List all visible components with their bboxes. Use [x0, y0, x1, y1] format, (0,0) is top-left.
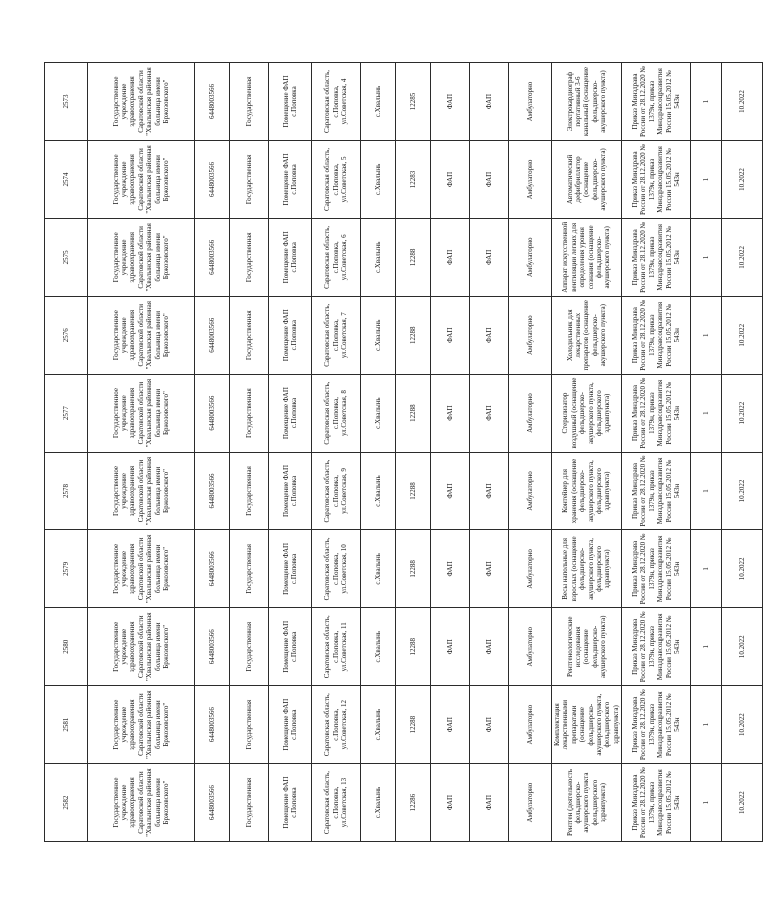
address-cell: Саратовская область, с.Поповка, ул.Советская, 8	[312, 374, 361, 452]
address-cell: Саратовская область, с.Поповка, ул.Советская, 10	[312, 530, 361, 608]
date-cell: 10.2022	[722, 530, 763, 608]
equipment-profile-cell: Электрокардиограф портативный 3-6 канальный (оснащение фельдшерско-акушерского пункта)	[552, 63, 622, 141]
kind-cell: ФАП	[470, 374, 509, 452]
locality-cell: с.Хвалынь	[361, 218, 396, 296]
type-cell: ФАП	[431, 296, 470, 374]
table-row	[230, 63, 269, 842]
inn-cell: 6448003566	[195, 686, 230, 764]
record-number-cell: 2580	[45, 608, 88, 686]
care-form-cell: Амбулаторно	[509, 686, 552, 764]
code-cell: 12285	[396, 63, 431, 141]
table-row	[312, 63, 361, 842]
type-cell: ФАП	[431, 686, 470, 764]
inn-cell: 6448003566	[195, 63, 230, 141]
regulation-cell: Приказ Минздрава России от 28.12.2020 № 1379н, приказ Минздравсоцразвития России 15.05.2012 № 543н	[622, 218, 691, 296]
ownership-cell: Государственная	[230, 530, 269, 608]
premises-cell: Помещение ФАП с.Поповка	[269, 764, 312, 842]
table-row	[431, 63, 470, 842]
care-form-cell: Амбулаторно	[509, 63, 552, 141]
care-form-cell: Амбулаторно	[509, 296, 552, 374]
equipment-profile-cell: Контейнер для хранения (оснащение фельдшерско-акушерского пункта, фельдшерского здравпункта)	[552, 452, 622, 530]
type-cell: ФАП	[431, 530, 470, 608]
record-number-cell: 2579	[45, 530, 88, 608]
record-number-cell: 2581	[45, 686, 88, 764]
date-cell: 10.2022	[722, 452, 763, 530]
date-cell: 10.2022	[722, 218, 763, 296]
inn-cell: 6448003566	[195, 452, 230, 530]
premises-cell: Помещение ФАП с.Поповка	[269, 296, 312, 374]
locality-cell: с.Хвалынь	[361, 764, 396, 842]
premises-cell: Помещение ФАП с.Поповка	[269, 63, 312, 141]
organization-cell: Государственное учреждение здравоохранения Саратовской области "Хвалынская районная больница имени Бржозовского"	[88, 608, 195, 686]
regulation-cell: Приказ Минздрава России от 28.12.2020 № 1379н, приказ Минздравсоцразвития России 15.05.2012 № 543н	[622, 764, 691, 842]
date-cell: 10.2022	[722, 686, 763, 764]
address-cell: Саратовская область, с.Поповка, ул.Советская, 7	[312, 296, 361, 374]
ownership-cell: Государственная	[230, 608, 269, 686]
code-cell: 12288	[396, 296, 431, 374]
care-form-cell: Амбулаторно	[509, 452, 552, 530]
ownership-cell: Государственная	[230, 686, 269, 764]
equipment-profile-cell: Рентгенологические исследования (оснащение фельдшерско-акушерского пункта)	[552, 608, 622, 686]
code-cell: 12288	[396, 452, 431, 530]
code-cell: 12288	[396, 218, 431, 296]
organization-cell: Государственное учреждение здравоохранения Саратовской области "Хвалынская районная больница имени Бржозовского"	[88, 452, 195, 530]
quantity-cell: 1	[691, 140, 722, 218]
equipment-profile-cell: Автоматический дефибриллятор (оснащение фельдшерско-акушерского пункта)	[552, 140, 622, 218]
regulation-cell: Приказ Минздрава России от 28.12.2020 № 1379н, приказ Минздравсоцразвития России 15.05.2012 № 543н	[622, 530, 691, 608]
table-row	[396, 63, 431, 842]
inn-cell: 6448003566	[195, 374, 230, 452]
address-cell: Саратовская область, с.Поповка, ул.Советская, 5	[312, 140, 361, 218]
quantity-cell: 1	[691, 764, 722, 842]
kind-cell: ФАП	[470, 608, 509, 686]
locality-cell: с.Хвалынь	[361, 296, 396, 374]
rotated-table-container	[44, 62, 747, 842]
care-form-cell: Амбулаторно	[509, 374, 552, 452]
organization-cell: Государственное учреждение здравоохранения Саратовской области "Хвалынская районная больница имени Бржозовского"	[88, 140, 195, 218]
date-cell: 10.2022	[722, 608, 763, 686]
locality-cell: с.Хвалынь	[361, 63, 396, 141]
inn-cell: 6448003566	[195, 530, 230, 608]
organization-cell: Государственное учреждение здравоохранения Саратовской области "Хвалынская районная больница имени Бржозовского"	[88, 764, 195, 842]
locality-cell: с.Хвалынь	[361, 530, 396, 608]
table-row	[195, 63, 230, 842]
table-row	[88, 63, 195, 842]
organization-cell: Государственное учреждение здравоохранения Саратовской области "Хвалынская районная больница имени Бржозовского"	[88, 63, 195, 141]
type-cell: ФАП	[431, 140, 470, 218]
type-cell: ФАП	[431, 218, 470, 296]
kind-cell: ФАП	[470, 63, 509, 141]
locality-cell: с.Хвалынь	[361, 452, 396, 530]
organization-cell: Государственное учреждение здравоохранения Саратовской области "Хвалынская районная больница имени Бржозовского"	[88, 296, 195, 374]
table-row	[691, 63, 722, 842]
inn-cell: 6448003566	[195, 608, 230, 686]
type-cell: ФАП	[431, 764, 470, 842]
premises-cell: Помещение ФАП с.Поповка	[269, 218, 312, 296]
ownership-cell: Государственная	[230, 764, 269, 842]
record-number-cell: 2582	[45, 764, 88, 842]
equipment-profile-cell: Аппарат искусственной вентиляции легких для определения уровня сознания (оснащение фельдшерско-акушерского пункта)	[552, 218, 622, 296]
regulation-cell: Приказ Минздрава России от 28.12.2020 № 1379н, приказ Минздравсоцразвития России 15.05.2012 № 543н	[622, 608, 691, 686]
record-number-cell: 2576	[45, 296, 88, 374]
table-body	[45, 63, 763, 842]
ownership-cell: Государственная	[230, 374, 269, 452]
care-form-cell: Амбулаторно	[509, 764, 552, 842]
address-cell: Саратовская область, с.Поповка, ул.Советская, 13	[312, 764, 361, 842]
inn-cell: 6448003566	[195, 764, 230, 842]
address-cell: Саратовская область, с.Поповка, ул.Советская, 12	[312, 686, 361, 764]
equipment-profile-cell: Холодильник для лекарственных препаратов (оснащение фельдшерско-акушерского пункта)	[552, 296, 622, 374]
kind-cell: ФАП	[470, 686, 509, 764]
regulation-cell: Приказ Минздрава России от 28.12.2020 № 1379н, приказ Минздравсоцразвития России 15.05.2012 № 543н	[622, 374, 691, 452]
quantity-cell: 1	[691, 530, 722, 608]
code-cell: 12286	[396, 764, 431, 842]
organization-cell: Государственное учреждение здравоохранения Саратовской области "Хвалынская районная больница имени Бржозовского"	[88, 686, 195, 764]
record-number-cell: 2575	[45, 218, 88, 296]
equipment-profile-cell: Стерилизатор воздушный (оснащение фельдшерско-акушерского пункта, фельдшерского здравпункта)	[552, 374, 622, 452]
quantity-cell: 1	[691, 374, 722, 452]
type-cell: ФАП	[431, 374, 470, 452]
locality-cell: с.Хвалынь	[361, 374, 396, 452]
quantity-cell: 1	[691, 296, 722, 374]
type-cell: ФАП	[431, 452, 470, 530]
code-cell: 12288	[396, 530, 431, 608]
record-number-cell: 2573	[45, 63, 88, 141]
regulation-cell: Приказ Минздрава России от 28.12.2020 № 1379н, приказ Минздравсоцразвития России 15.05.2012 № 543н	[622, 686, 691, 764]
quantity-cell: 1	[691, 63, 722, 141]
code-cell: 12288	[396, 374, 431, 452]
table-row	[622, 63, 691, 842]
date-cell: 10.2022	[722, 374, 763, 452]
table-row	[552, 63, 622, 842]
kind-cell: ФАП	[470, 452, 509, 530]
regulation-cell: Приказ Минздрава России от 28.12.2020 № 1379н, приказ Минздравсоцразвития России 15.05.2012 № 543н	[622, 140, 691, 218]
address-cell: Саратовская область, с.Поповка, ул.Советская, 4	[312, 63, 361, 141]
kind-cell: ФАП	[470, 296, 509, 374]
inn-cell: 6448003566	[195, 296, 230, 374]
premises-cell: Помещение ФАП с.Поповка	[269, 608, 312, 686]
quantity-cell: 1	[691, 686, 722, 764]
code-cell: 12288	[396, 686, 431, 764]
premises-cell: Помещение ФАП с.Поповка	[269, 374, 312, 452]
regulation-cell: Приказ Минздрава России от 28.12.2020 № 1379н, приказ Минздравсоцразвития России 15.05.2012 № 543н	[622, 296, 691, 374]
date-cell: 10.2022	[722, 140, 763, 218]
table-row	[722, 63, 763, 842]
care-form-cell: Амбулаторно	[509, 218, 552, 296]
premises-cell: Помещение ФАП с.Поповка	[269, 686, 312, 764]
ownership-cell: Государственная	[230, 140, 269, 218]
address-cell: Саратовская область, с.Поповка, ул.Советская, 9	[312, 452, 361, 530]
inn-cell: 6448003566	[195, 140, 230, 218]
ownership-cell: Государственная	[230, 296, 269, 374]
table-row	[470, 63, 509, 842]
code-cell: 12288	[396, 608, 431, 686]
premises-cell: Помещение ФАП с.Поповка	[269, 452, 312, 530]
table-row	[361, 63, 396, 842]
organization-cell: Государственное учреждение здравоохранения Саратовской области "Хвалынская районная больница имени Бржозовского"	[88, 218, 195, 296]
equipment-profile-cell: Комплектация лекарственными препаратами (оснащение фельдшерско-акушерского пункта, фельдшерского здравпункта)	[552, 686, 622, 764]
date-cell: 10.2022	[722, 63, 763, 141]
equipment-table	[44, 62, 763, 842]
kind-cell: ФАП	[470, 218, 509, 296]
quantity-cell: 1	[691, 452, 722, 530]
record-number-cell: 2574	[45, 140, 88, 218]
premises-cell: Помещение ФАП с.Поповка	[269, 140, 312, 218]
kind-cell: ФАП	[470, 140, 509, 218]
organization-cell: Государственное учреждение здравоохранения Саратовской области "Хвалынская районная больница имени Бржозовского"	[88, 530, 195, 608]
regulation-cell: Приказ Минздрава России от 28.12.2020 № 1379н, приказ Минздравсоцразвития России 15.05.2012 № 543н	[622, 63, 691, 141]
care-form-cell: Амбулаторно	[509, 140, 552, 218]
equipment-profile-cell: Рентген (деятельность фельдшерско-акушерского пункта фельдшерского здравпункта)	[552, 764, 622, 842]
date-cell: 10.2022	[722, 296, 763, 374]
table-row	[269, 63, 312, 842]
kind-cell: ФАП	[470, 530, 509, 608]
locality-cell: с.Хвалынь	[361, 140, 396, 218]
locality-cell: с.Хвалынь	[361, 608, 396, 686]
premises-cell: Помещение ФАП с.Поповка	[269, 530, 312, 608]
quantity-cell: 1	[691, 218, 722, 296]
type-cell: ФАП	[431, 63, 470, 141]
locality-cell: с.Хвалынь	[361, 686, 396, 764]
care-form-cell: Амбулаторно	[509, 608, 552, 686]
record-number-cell: 2577	[45, 374, 88, 452]
kind-cell: ФАП	[470, 764, 509, 842]
care-form-cell: Амбулаторно	[509, 530, 552, 608]
date-cell: 10.2022	[722, 764, 763, 842]
table-row	[45, 63, 88, 842]
code-cell: 12283	[396, 140, 431, 218]
quantity-cell: 1	[691, 608, 722, 686]
regulation-cell: Приказ Минздрава России от 28.12.2020 № 1379н, приказ Минздравсоцразвития России 15.05.2012 № 543н	[622, 452, 691, 530]
record-number-cell: 2578	[45, 452, 88, 530]
inn-cell: 6448003566	[195, 218, 230, 296]
address-cell: Саратовская область, с.Поповка, ул.Советская, 6	[312, 218, 361, 296]
table-row	[509, 63, 552, 842]
ownership-cell: Государственная	[230, 218, 269, 296]
type-cell: ФАП	[431, 608, 470, 686]
ownership-cell: Государственная	[230, 452, 269, 530]
organization-cell: Государственное учреждение здравоохранения Саратовской области "Хвалынская районная больница имени Бржозовского"	[88, 374, 195, 452]
ownership-cell: Государственная	[230, 63, 269, 141]
address-cell: Саратовская область, с.Поповка, ул.Советская, 11	[312, 608, 361, 686]
equipment-profile-cell: Весы напольные для взрослых (оснащение фельдшерско-акушерского пункта, фельдшерского здравпункта)	[552, 530, 622, 608]
